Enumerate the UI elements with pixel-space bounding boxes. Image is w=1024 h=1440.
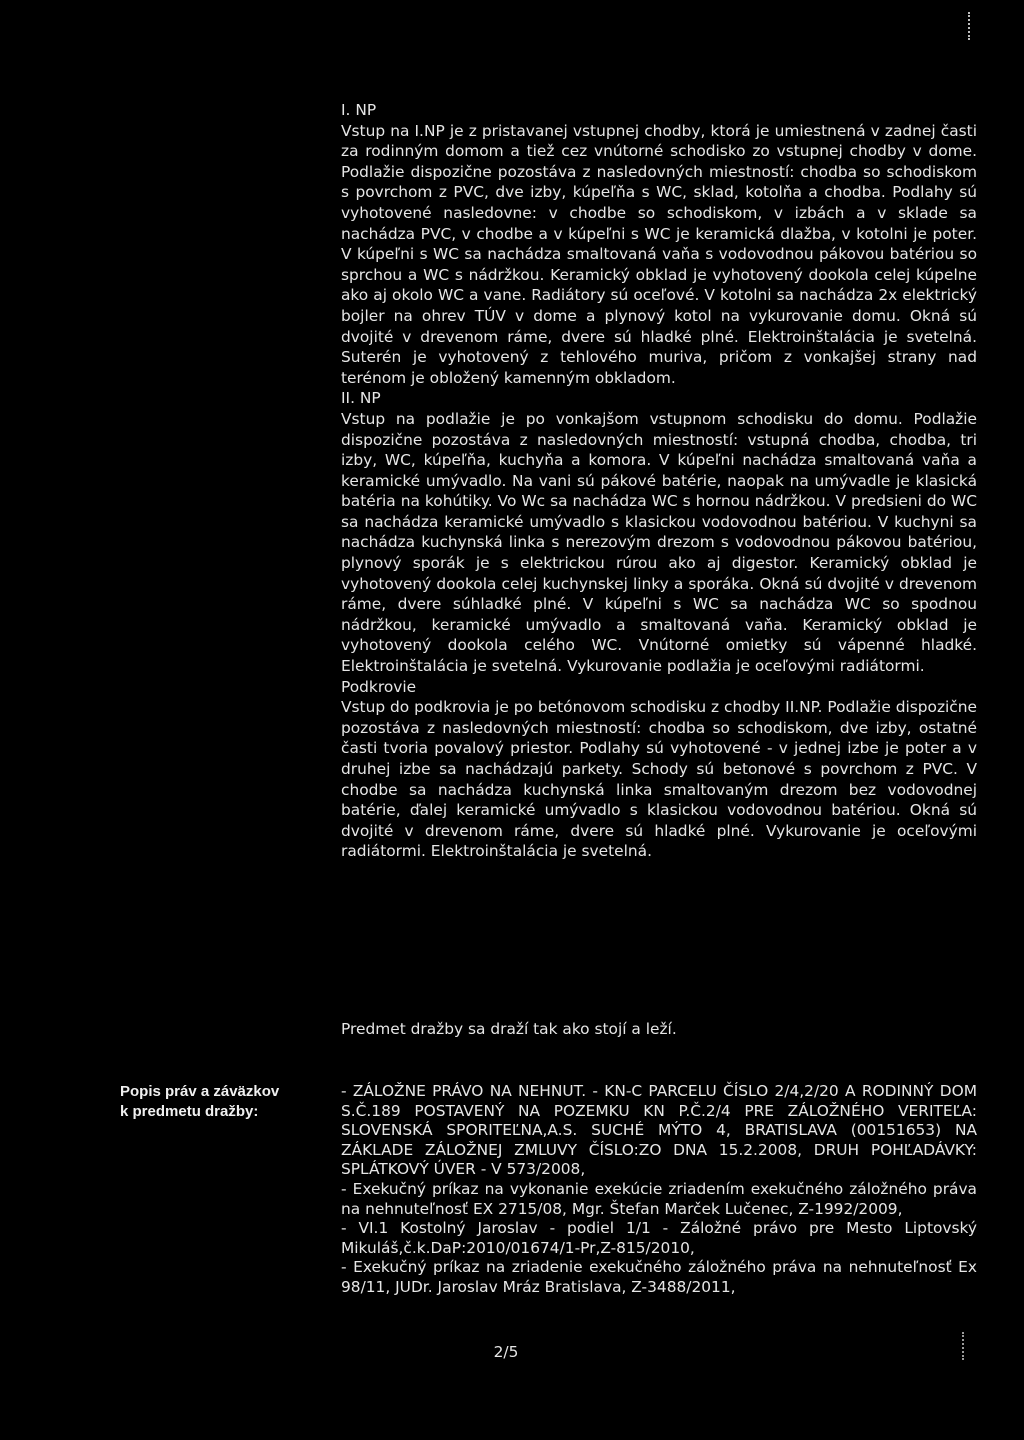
page-number: 2/5 (493, 1343, 519, 1361)
rights-item: - VI.1 Kostolný Jaroslav - podiel 1/1 - Záložné právo pre Mesto Liptovský Mikuláš,č.k.DaP:2010/01674/1-Pr,Z-815/2010, (341, 1219, 977, 1257)
rights-section-label (120, 1082, 320, 1122)
scan-mark-top (968, 12, 978, 40)
rights-item: - ZÁLOŽNE PRÁVO NA NEHNUT. - KN-C PARCELU ČÍSLO 2/4,2/20 A RODINNÝ DOM S.Č.189 POSTAVENÝ NA POZEMKU KN P.Č.2/4 PRE ZÁLOŽNÉHO VERITEĽA: SLOVENSKÁ SPORITEĽNA,A.S. SUCHÉ MÝTO 4, BRATISLAVA (00151653) NA ZÁKLADE ZÁLOŽNEJ ZMLUVY ČÍSLO:ZO DNA 15.2.2008, DRUH POHĽADÁVKY: SPLÁTKOVÝ ÚVER - V 573/2008, (341, 1082, 977, 1179)
rights-label-line1: Popis práv a záväzkov (120, 1083, 280, 1100)
rights-label-line2: k predmetu dražby: (120, 1103, 259, 1120)
closing-statement: Predmet dražby sa draží tak ako stojí a leží. (341, 1020, 677, 1038)
floor2-heading: II. NP (341, 389, 381, 408)
rights-item: - Exekučný príkaz na zriadenie exekučného záložného práva na nehnuteľnosť Ex 98/11, JUDr. Jaroslav Mráz Bratislava, Z-3488/2011, (341, 1258, 977, 1296)
rights-item: - Exekučný príkaz na vykonanie exekúcie zriadením exekučného záložného práva na nehnuteľnosť EX 2715/08, Mgr. Štefan Marček Lučenec, Z-1992/2009, (341, 1179, 977, 1218)
scan-mark-bottom (962, 1332, 970, 1360)
floor2-text: Vstup na podlažie je po vonkajšom vstupnom schodisku do domu. Podlažie dispozične pozostáva z nasledovných miestností: vstupná chodba, chodba, tri izby, WC, kúpeľňa, kuchyňa a komora. V kúpeľni nachádza smaltovaná vaňa a keramické umývadlo. Na vani sú pákové batérie, naopak na umývadle je klasická batéria na kohútiky. Vo Wc sa nachádza WC s hornou nádržkou. V predsieni do WC sa nachádza keramické umývadlo s klasickou vodovodnou batériou. V kuchyni sa nachádza kuchynská linka s nerezovým drezom s vodovodnou pákovou batériou, plynový sporák je s elektrickou rúrou ako aj digestor. Keramický obklad je vyhotovený dookola celej kuchynskej linky a sporáka. Okná sú dvojité v drevenom ráme, dvere súhladké plné. V kúpeľni s WC sa nachádza WC so spodnou nádržkou, keramické umývadlo a smaltovaná vaňa. Keramický obklad je vyhotovený dookola celého WC. Vnútorné omietky sú vápenné hladké. Elektroinštalácia je svetelná. Vykurovanie podlažia je oceľovými radiátormi. (341, 409, 977, 676)
floor1-heading: I. NP (341, 101, 377, 119)
floor1-text: Vstup na I.NP je z pristavanej vstupnej chodby, ktorá je umiestnená v zadnej časti za rodinným domom a tiež cez vnútorné schodisko zo vstupnej chodby v dome. Podlažie dispozične pozostáva z nasledovných miestností: chodba so schodiskom s povrchom z PVC, dve izby, kúpeľňa s WC, sklad, kotolňa a chodba. Podlahy sú vyhotovené nasledovne: v chodbe so schodiskom, v izbách a v sklade sa nachádza PVC, v chodbe a v kúpeľni s WC je keramická dlažba, v kotolni je poter. V kúpeľni s WC sa nachádza smaltovaná vaňa s vodovodnou pákovou batériou so sprchou a WC s nádržkou. Keramický obklad je vyhotovený dookola celej kúpelne ako aj okolo WC a vane. Radiátory sú oceľové. V kotolni sa nachádza 2x elektrický bojler na ohrev TÚV v dome a plynový kotol na vykurovanie domu. Okná sú dvojité v drevenom ráme, dvere sú hladké plné. Elektroinštalácia je svetelná. Suterén je vyhotovený z tehlového muriva, pričom z vonkajšej strany nad terénom je obložený kamenným obkladom. (341, 121, 977, 387)
rights-list (341, 1082, 977, 1298)
attic-heading: Podkrovie (341, 677, 417, 696)
attic-text: Vstup do podkrovia je po betónovom schodisku z chodby II.NP. Podlažie dispozične pozostáva z nasledovných miestností: chodba so schodiskom, dve izby, ostatné časti tvoria povalový priestor. Podlahy sú vyhotovené - v jednej izbe je poter a v druhej izbe sa nachádzajú parkety. Schody sú betonové s povrchom z PVC. V chodbe sa nachádza kuchynská linka smaltovaným drezom bez vodovodnej batérie, ďalej keramické umývadlo s klasickou vodovodnou batériou. Okná sú dvojité v drevenom ráme, dvere sú hladké plné. Vykurovanie je oceľovými radiátormi. Elektroinštalácia je svetelná. (341, 698, 977, 861)
property-description (341, 100, 977, 862)
